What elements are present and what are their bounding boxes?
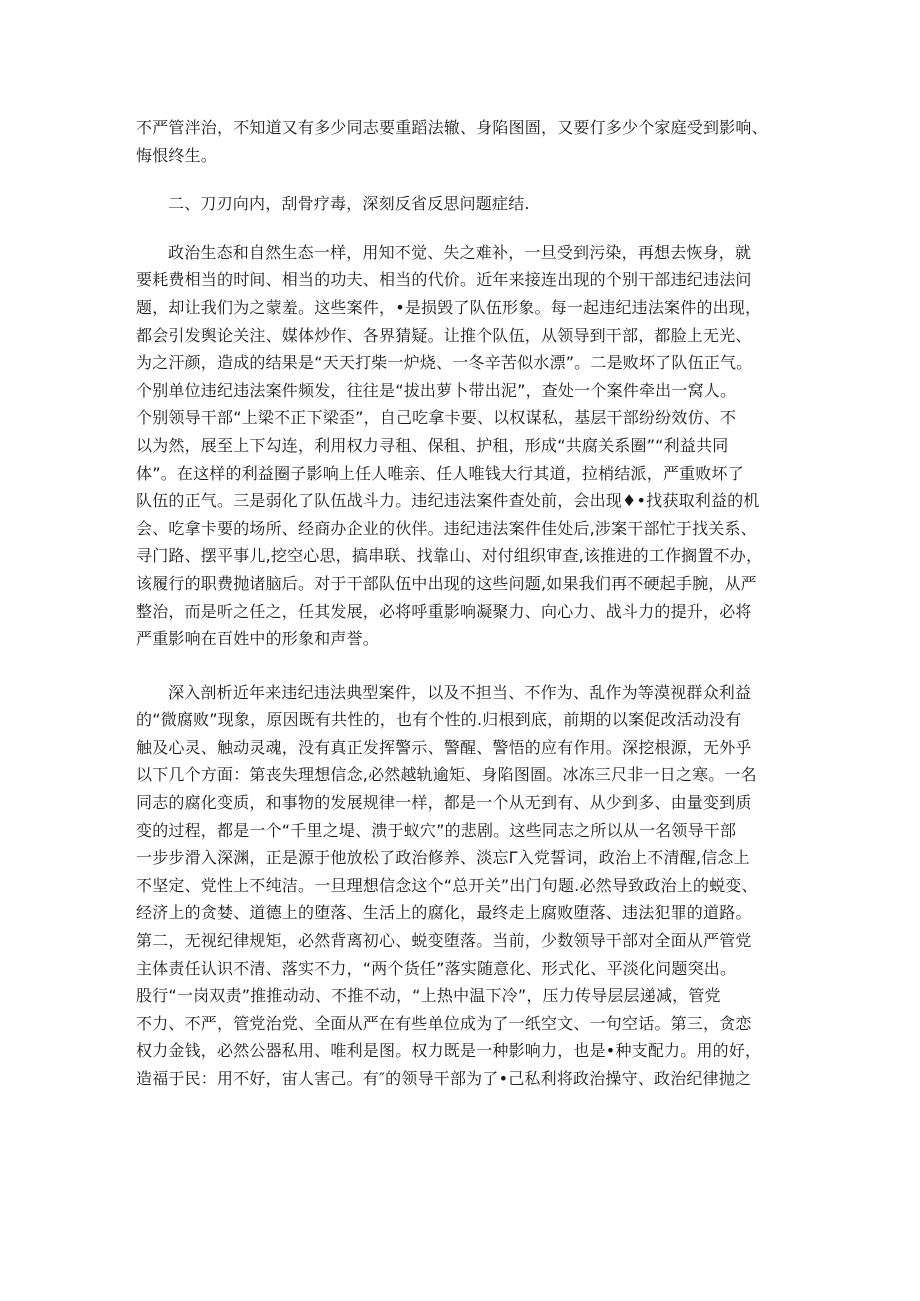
text-line: 都会引发舆论关注、媒体炒作、各界猜疑。让推个队伍，从领导到干部，都脸上无光、 (136, 325, 752, 345)
text-line: 以为然，展至上下勾连，利用权力寻租、保租、护租，形成“共腐关系圈”“利益共同 (136, 435, 729, 455)
paragraph (136, 679, 786, 1093)
section-heading (136, 190, 786, 218)
paragraph (136, 114, 786, 169)
text-line: 不严管泮治，不知道又有多少同志要重蹈法辙、身陷图圄，又要仃多少个家庭受到影响、 (136, 118, 768, 137)
text-line: 主体责任认识不清、落实不力，“两个货任”落实随意化、形式化、平淡化问题突出。 (136, 958, 737, 978)
text-line: 第二，无视纪律规矩，必然背离初心、蜕变堕落。当前，少数领导干部对全面从严管党 (136, 931, 752, 951)
text-line: 题，却让我们为之蒙羞。这些案件，•是损毁了队伍形象。每一起违纪违法案件的出现， (136, 297, 762, 317)
text-line: 一步步滑入深渊，正是源于他放松了政治修养、淡忘Γ入党誓词，政治上不清醒,信念上 (136, 848, 750, 868)
text-line: 政治生态和自然生态一样，用知不觉、失之难补，一旦受到污染，再想去恢身，就 (168, 242, 752, 262)
text-line: 要耗费相当的时间、相当的功夫、相当的代价。近年来接连出现的个别干部违纪违法问 (136, 270, 752, 290)
text-line: 的“微腐败”现象，原因既有共性的，也有个性的.归根到底，前期的以案促改活动没有 (136, 710, 742, 730)
text-line: 权力金钱，必然公器私用、唯利是图。权力既是一种影响力，也是•种支配力。用的好， (136, 1041, 762, 1061)
text-line: 股行“一岗双责”推推动动、不推不动，“上热中温下冷”，压力传导层层递减，管党 (136, 986, 721, 1006)
text-line: 深入剖析近年来违纪违法典型案件，以及不担当、不作为、乱作为等漠视群众利益 (168, 682, 752, 702)
text-line: 个别领导干部“上梁不正下梁歪”，自己吃拿卡要、以权谋私，基层干部纷纷效仿、不 (136, 408, 737, 428)
text-line: 队伍的正气。三是弱化了队伍战斗力。违纪违法案件查处前，会出现♦•找获取利益的机 (136, 491, 760, 511)
text-line: 体”。在这样的利益圈子影响上任人唯亲、任人唯钱大行其道，拉梢结派，严重败坏了 (136, 463, 744, 483)
text-line: 触及心灵、触动灵魂，没有真正发挥警示、警醒、警悟的应有作用。深挖根源，无外乎 (136, 737, 752, 757)
text-line: 为之汗颜，造成的结果是“天天打柴一炉烧、一冬辛苦似水漂”。二是败坏了队伍正气。 (136, 353, 753, 373)
text-line: 同志的腐化变质，和事物的发展规律一样，都是一个从无到有、从少到多、由量变到质 (136, 793, 752, 813)
text-line: 造福于民：用不好，宙人害己。有″的领导干部为了•己私利将政治操守、政治纪律抛之 (136, 1069, 752, 1088)
document-body (136, 114, 786, 1093)
heading-line: 二、刀刃向内，刮骨疗毒，深刻反省反思问题症结. (168, 194, 530, 214)
text-line: 会、吃拿卡要的场所、经商办企业的伙伴。违纪违法案件佳处后,涉案干部忙于找关系、 (136, 518, 757, 538)
text-line: 变的过程，都是一个“千里之堤、溃于蚁穴”的悲剧。这些同志之所以从一名领导干部 (136, 820, 737, 840)
text-line: 整治，而是听之任之，任其发展，必将呼重影响凝聚力、向心力、战斗力的提升，必将 (136, 601, 752, 621)
text-line: 经济上的贪婪、道德上的堕落、生活上的腐化，最终走上腐败堕落、违法犯罪的道路。 (136, 903, 752, 923)
text-line: 以下几个方面：第丧失理想信念,必然越轨逾矩、身陷图圄。冰冻三尺非一日之寒。一名 (136, 765, 757, 785)
paragraph (136, 239, 786, 653)
text-line: 该履行的职费抛诸脑后。对于干部队伍中出现的这些问题,如果我们再不硬起手腕，从严 (136, 573, 757, 593)
text-line: 悔恨终生。 (136, 145, 218, 165)
text-line: 个别单位违纪违法案件频发，往往是“拔出萝卜带出泥”，查处一个案件牵出一窝人。 (136, 380, 737, 400)
text-line: 严重影响在百姓中的形象和声誉。 (136, 629, 380, 649)
text-line: 寻门路、摆平事儿,挖空心思，搞串联、找靠山、对付组织审查,该推进的工作搁置不办， (136, 546, 763, 566)
text-line: 不坚定、党性上不纯洁。一旦理想信念这个“总开关”出门句题.必然导致政治上的蜕变、 (136, 875, 758, 895)
text-line: 不力、不严，管党治党、全面从严在有些单位成为了一纸空文、一句空话。第三，贪恋 (136, 1013, 752, 1033)
